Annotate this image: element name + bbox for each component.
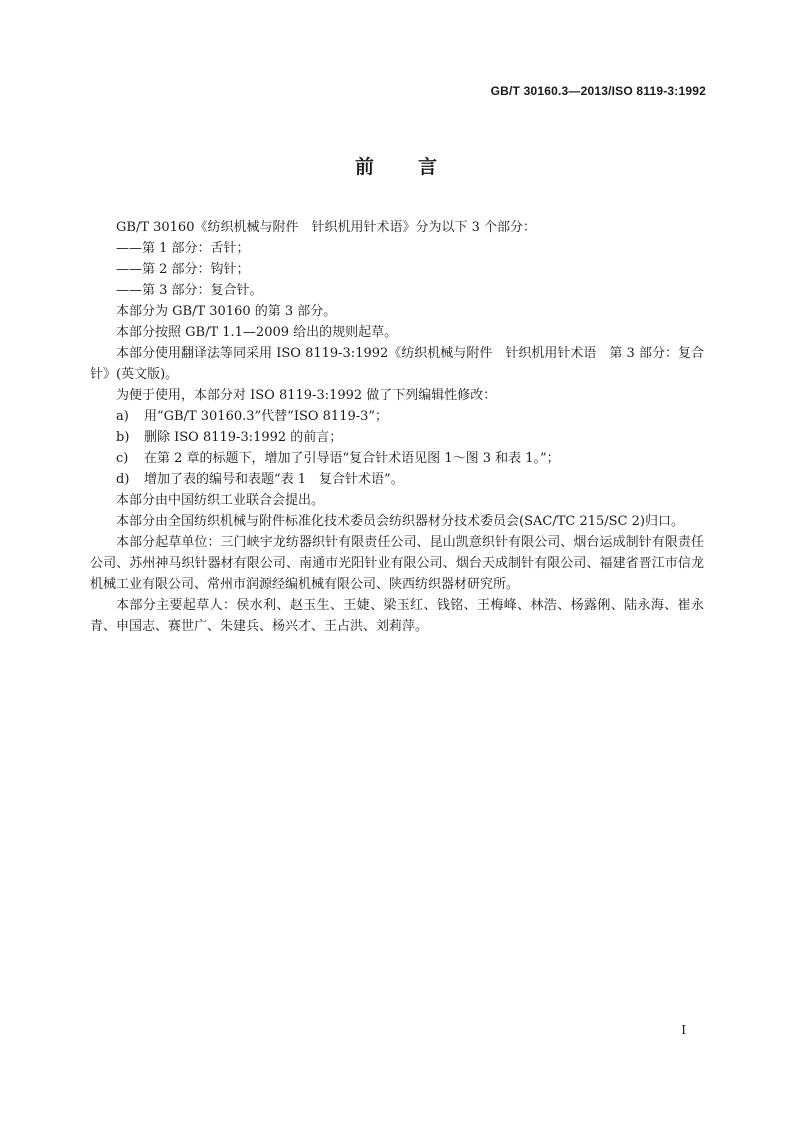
- editorial-change-d: [90, 469, 704, 490]
- list-text: 增加了表的编号和表题“表 1 复合针术语”。: [144, 472, 404, 487]
- editorial-change-a: [90, 406, 704, 427]
- jurisdiction-statement: 本部分由全国纺织机械与附件标准化技术委员会纺织器材分技术委员会(SAC/TC 215/SC 2)归口。: [116, 514, 684, 529]
- main-drafters: 本部分主要起草人：侯水利、赵玉生、王婕、梁玉红、钱铭、王梅峰、林浩、杨露俐、陆永海、崔永青、申国志、赛世广、朱建兵、杨兴才、王占洪、刘莉萍。: [90, 598, 704, 634]
- adoption-statement: 本部分使用翻译法等同采用 ISO 8119-3:1992《纺织机械与附件 针织机用针术语 第 3 部分：复合针》(英文版)。: [90, 346, 704, 382]
- editorial-change-c: [90, 448, 704, 469]
- foreword-body: [90, 217, 704, 637]
- title-char-2: 言: [418, 156, 440, 178]
- list-marker: b): [116, 430, 130, 445]
- proposer-statement: 本部分由中国纺织工业联合会提出。: [116, 493, 325, 508]
- list-marker: a): [116, 409, 129, 424]
- list-text: 在第 2 章的标题下，增加了引导语“复合针术语见图 1～图 3 和表 1。”；: [144, 451, 560, 466]
- part-list-item-1: ——第 1 部分：舌针；: [116, 241, 250, 256]
- intro-paragraph: GB/T 30160《纺织机械与附件 针织机用针术语》分为以下 3 个部分：: [116, 220, 537, 235]
- drafting-units: 本部分起草单位：三门峡宇龙纺器织针有限责任公司、昆山凯意织针有限公司、烟台运成制针有限责任公司、苏州神马织针器材有限公司、南通市光阳针业有限公司、烟台天成制针有限公司、福建省晋江市信龙机械工业有限公司、常州市润源经编机械有限公司、陕西纺织器材研究所。: [90, 535, 704, 592]
- part-list-item-3: ——第 3 部分：复合针。: [116, 283, 263, 298]
- page-number: I: [681, 1023, 686, 1037]
- list-text: 用“GB/T 30160.3”代替“ISO 8119-3”；: [144, 409, 389, 424]
- list-text: 删除 ISO 8119-3:1992 的前言；: [144, 430, 343, 445]
- title-char-1: 前: [354, 156, 376, 178]
- editorial-changes-intro: 为便于使用，本部分对 ISO 8119-3:1992 做了下列编辑性修改：: [116, 388, 497, 403]
- editorial-change-b: [90, 427, 704, 448]
- list-marker: d): [116, 472, 130, 487]
- part-statement: 本部分为 GB/T 30160 的第 3 部分。: [116, 304, 337, 319]
- part-list-item-2: ——第 2 部分：钩针；: [116, 262, 250, 277]
- page-title: [0, 152, 794, 179]
- list-marker: c): [116, 451, 129, 466]
- standard-code: GB/T 30160.3—2013/ISO 8119-3:1992: [490, 84, 706, 98]
- drafting-rules: 本部分按照 GB/T 1.1—2009 给出的规则起草。: [116, 325, 398, 340]
